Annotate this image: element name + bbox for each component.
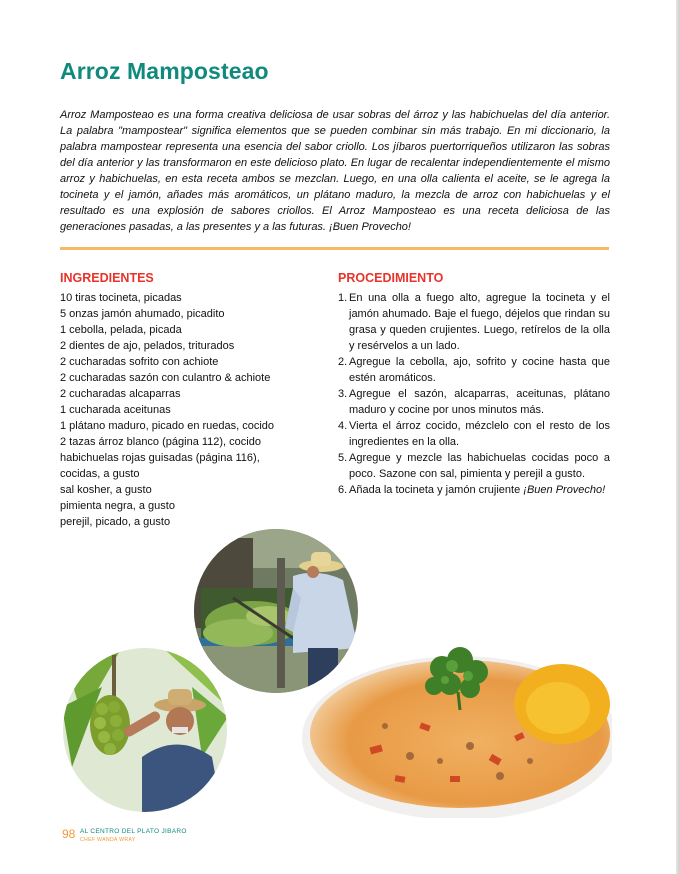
procedure-heading: PROCEDIMIENTO (338, 271, 444, 285)
ingredient-item: 2 cucharadas sazón con culantro & achiote (60, 372, 271, 384)
ingredient-item: perejil, picado, a gusto (60, 516, 171, 528)
ingredient-item: 1 cebolla, pelada, picada (60, 324, 182, 336)
ingredient-item: 2 cucharadas alcaparras (60, 388, 181, 400)
procedure-list (338, 290, 610, 498)
footer-author: CHEF WANDA WRAY (80, 837, 136, 843)
recipe-title: Arroz Mamposteao (60, 58, 269, 84)
ingredient-item: 1 plátano maduro, picado en ruedas, cocido (60, 420, 275, 432)
procedure-step (338, 418, 610, 450)
step-number: 6. (338, 484, 348, 496)
ingredient-item: sal kosher, a gusto (60, 484, 152, 496)
ingredient-item: 1 cucharada aceitunas (60, 404, 171, 416)
procedure-step (338, 482, 610, 498)
step-number: 4. (338, 420, 348, 432)
step-text: Agregue el sazón, alcaparras, aceitunas, plátano maduro y cocine por unos minutos más. (349, 388, 610, 416)
step-text: Añada la tocineta y jamón crujiente (349, 484, 524, 496)
procedure-step (338, 290, 610, 354)
section-divider (60, 247, 609, 250)
ingredient-item: 10 tiras tocineta, picadas (60, 292, 182, 304)
step-emphasis: ¡Buen Provecho! (523, 484, 606, 496)
farmer-bananas-photo (62, 647, 228, 813)
step-text: Agregue la cebolla, ajo, sofrito y cocine hasta que estén aromáticos. (349, 356, 610, 384)
procedure-step (338, 450, 610, 482)
step-text: En una olla a fuego alto, agregue la tocineta y el jamón ahumado. Baje el fuego, déjelos que rindan su grasa y queden crujientes. Luego, retírelos de la olla y resérvelos a un lado. (349, 292, 610, 352)
step-number: 5. (338, 452, 348, 464)
arroz-mamposteao-dish-photo (300, 626, 612, 818)
ingredient-item: cocidas, a gusto (60, 468, 140, 480)
step-number: 3. (338, 388, 348, 400)
ingredient-item: 2 dientes de ajo, pelados, triturados (60, 340, 235, 352)
ingredients-list (60, 290, 310, 530)
recipe-intro: Arroz Mamposteao es una forma creativa deliciosa de usar sobras del árroz y las habichuelas del día anterior. La palabra "mampostear" significa elementos que se pueden combinar sin más trabajo. En mi diccionario, la palabra mampostear representa una esencia del sabor criollo. Los jíbaros puertorriqueños utilizaron las sobras del día anterior y las transformaron en este delicioso plato. En lugar de recalentar independientemente el mismo arroz y habichuelas, en esta receta ambos se mezclan. Luego, en una olla calienta el aceite, se le agrega la tocineta y el jamón, añades más aromáticos, un plátano maduro, la mezcla de arroz con habichuelas y el resultado es una explosión de sabores criollos. El Arroz Mamposteao es una receta deliciosa de las generaciones pasadas, a las presentes y a las futuras. ¡Buen Provecho! (60, 109, 610, 233)
page-number: 98 (62, 827, 76, 841)
ingredient-item: 2 tazas árroz blanco (página 112), cocido (60, 436, 261, 448)
step-number: 2. (338, 356, 348, 368)
ingredient-item: 5 onzas jamón ahumado, picadito (60, 308, 225, 320)
step-number: 1. (338, 292, 348, 304)
footer-book-title: AL CENTRO DEL PLATO JIBARO (80, 828, 187, 835)
ingredient-item: habichuelas rojas guisadas (página 116), (60, 452, 260, 464)
ingredient-item: 2 cucharadas sofrito con achiote (60, 356, 219, 368)
page-edge (676, 0, 680, 874)
ingredient-item: pimienta negra, a gusto (60, 500, 175, 512)
procedure-step (338, 386, 610, 418)
step-text: Agregue y mezcle las habichuelas cocidas poco a poco. Sazone con sal, pimienta y perejil a gusto. (349, 452, 610, 480)
procedure-step (338, 354, 610, 386)
ingredients-heading: INGREDIENTES (60, 271, 154, 285)
step-text: Vierta el árroz cocido, mézclelo con el resto de los ingredientes en la olla. (349, 420, 610, 448)
